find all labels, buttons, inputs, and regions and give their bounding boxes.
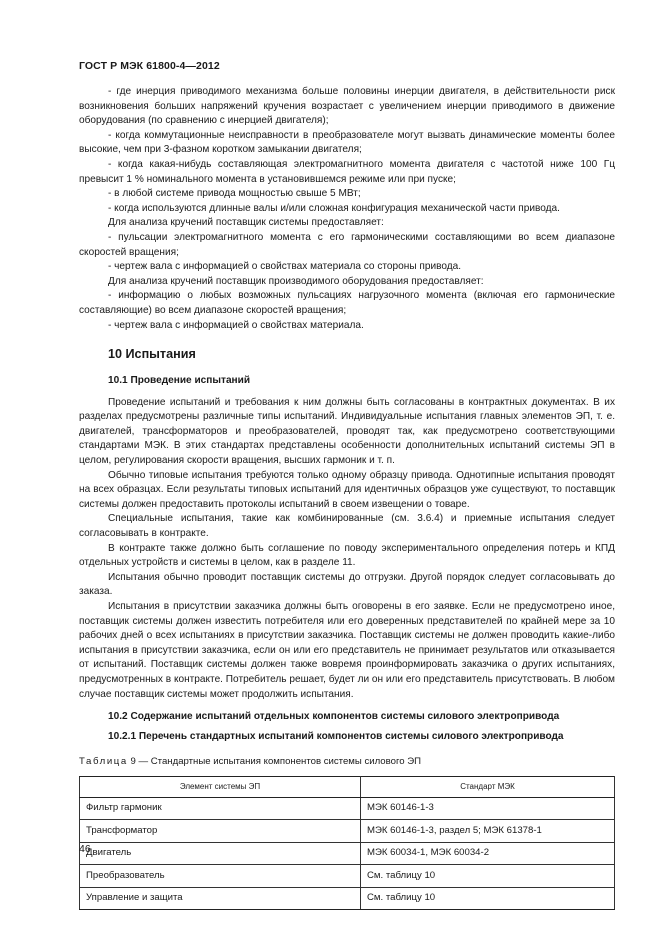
table-cell: См. таблицу 10: [361, 887, 615, 910]
subsection-title: 10.2.1 Перечень стандартных испытаний компонентов системы силового электропривода: [108, 730, 564, 742]
paragraph: В контракте также должно быть соглашение по поводу экспериментального определения потерь и КПД отдельных устройств и системы в целом, как в разделе 11.: [79, 542, 615, 569]
table-caption: [79, 755, 615, 770]
table-cell: Трансформатор: [80, 820, 361, 843]
subsection-title: 10.1 Проведение испытаний: [108, 375, 251, 387]
table-row: [80, 842, 615, 865]
table-header-cell: Элемент системы ЭП: [80, 776, 361, 797]
paragraph: Специальные испытания, такие как комбинированные (см. 3.6.4) и приемные испытания следует согласовывать в контракте.: [79, 513, 615, 540]
paragraph: - чертеж вала с информацией о свойствах материала со стороны привода.: [108, 261, 462, 273]
document-header: ГОСТ Р МЭК 61800-4—2012: [79, 60, 220, 72]
table-header-cell: Стандарт МЭК: [361, 776, 615, 797]
standards-table: [79, 776, 615, 911]
page-number: 46: [79, 843, 91, 855]
paragraph: - где инерция приводимого механизма больше половины инерции двигателя, в действительности риск возникновения больших напряжений кручения возрастает с увеличением инерции приводимого в движение оборудования (по сравнению с инерцией двигателя);: [79, 86, 615, 127]
table-row: [80, 820, 615, 843]
table-cell: Двигатель: [80, 842, 361, 865]
table-header-row: [80, 776, 615, 797]
paragraph: - чертеж вала с информацией о свойствах материала.: [108, 319, 364, 331]
table-row: [80, 865, 615, 888]
table-row: [80, 887, 615, 910]
paragraph: Проведение испытаний и требования к ним должны быть согласованы в контрактных документах. В их разделах предусмотрены различные типы испытаний. Индивидуальные испытания главных элементов ЭП, т. е. двигателей, трансформаторов и преобразователей, проводят так, как предусмотрено соответствующими стандартами МЭК. В этих стандартах представлены особенности дополнительных испытаний системы ЭП в целом, регулирования скорости вращения, высших гармоник и т. п.: [79, 396, 615, 467]
table-row: [80, 797, 615, 820]
paragraph: - пульсации электромагнитного момента с его гармоническими составляющими во всем диапазоне скоростей вращения;: [79, 231, 615, 258]
section-title: 10 Испытания: [108, 347, 196, 362]
table-cell: МЭК 60146-1-3: [361, 797, 615, 820]
table-cell: МЭК 60034-1, МЭК 60034-2: [361, 842, 615, 865]
paragraph: Для анализа кручений поставщик производимого оборудования предоставляет:: [108, 275, 484, 287]
table-cell: Управление и защита: [80, 887, 361, 910]
subsection-title: 10.2 Содержание испытаний отдельных компонентов системы силового электропривода: [108, 711, 560, 723]
paragraph: - информацию о любых возможных пульсациях нагрузочного момента (включая его гармонические составляющие) во всем диапазоне скоростей вращения;: [79, 290, 615, 316]
table-caption-prefix: Таблица: [79, 756, 128, 768]
table-cell: МЭК 60146-1-3, раздел 5; МЭК 61378-1: [361, 820, 615, 843]
paragraph: - в любой системе привода мощностью свыше 5 МВт;: [108, 188, 361, 200]
paragraph: Для анализа кручений поставщик системы предоставляет:: [108, 217, 384, 229]
document-body: [79, 85, 615, 910]
table-caption-text: 9 — Стандартные испытания компонентов системы силового ЭП: [127, 756, 422, 768]
paragraph: Испытания в присутствии заказчика должны быть оговорены в его заявке. Если не предусмотрено иное, поставщик системы должен известить потребителя или его доверенных представителей по крайней мере за 10 рабочих дней о всех испытаниях в присутствии заказчика. Поставщик системы не должен проводить какие-либо испытания в присутствии заказчика, если он или его представитель не принимает результатов или отказывается от испытаний. Поставщик системы должен также вовремя проинформировать заказчика о других испытаниях, предусмотренных в контракте. Потребитель решает, будет ли он или его представитель присутствовать. В любом случае поставщик системы может продолжить испытания.: [79, 601, 615, 700]
paragraph: Обычно типовые испытания требуются только одному образцу привода. Однотипные испытания проводят на всех образцах. Если результаты типовых испытаний для идентичных образцов уже существуют, то поставщик системы должен предоставить протоколы испытаний в своем извещении о товаре.: [79, 469, 615, 510]
table-cell: См. таблицу 10: [361, 865, 615, 888]
table-cell: Преобразователь: [80, 865, 361, 888]
table-cell: Фильтр гармоник: [80, 797, 361, 820]
paragraph: - когда какая-нибудь составляющая электромагнитного момента двигателя с частотой ниже 100 Гц превысит 1 % номинального момента в установившемся режиме или при пуске;: [79, 158, 615, 185]
paragraph: - когда коммутационные неисправности в преобразователе могут вызвать динамические моменты более высокие, чем при 3-фазном коротком замыкании двигателя;: [79, 129, 615, 156]
paragraph: Испытания обычно проводит поставщик системы до отгрузки. Другой порядок следует согласовывать до заказа.: [79, 571, 615, 598]
paragraph: - когда используются длинные валы и/или сложная конфигурация механической части привода.: [108, 202, 560, 214]
